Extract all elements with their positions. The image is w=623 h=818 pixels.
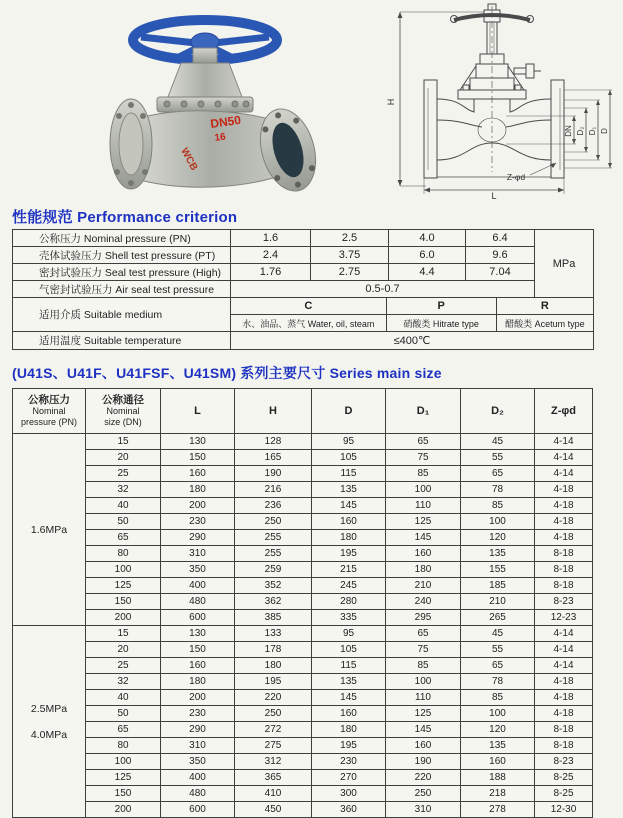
- size-cell: 135: [461, 738, 535, 754]
- size-table-row: [13, 626, 593, 642]
- size-cell: 190: [235, 466, 312, 482]
- size-cell: 4-18: [535, 514, 593, 530]
- valve-technical-drawing: [370, 2, 620, 198]
- value-cell: 9.6: [466, 247, 535, 264]
- size-cell: 8-23: [535, 594, 593, 610]
- size-cell: 600: [161, 802, 235, 818]
- size-cell: 278: [461, 802, 535, 818]
- size-cell: 290: [161, 722, 235, 738]
- size-cell: 32: [86, 674, 161, 690]
- size-cell: 80: [86, 546, 161, 562]
- size-cell: 180: [161, 674, 235, 690]
- size-cell: 185: [461, 578, 535, 594]
- dim-label-l: L: [491, 191, 497, 200]
- mainsize-section-title: (U41S、U41F、U41FSF、U41SM) 系列主要尺寸 Series main size: [12, 365, 442, 381]
- value-cell: 1.76: [231, 264, 311, 281]
- size-cell: 100: [386, 674, 461, 690]
- size-cell: 8-18: [535, 578, 593, 594]
- size-cell: 352: [235, 578, 312, 594]
- value-cell: 4.4: [389, 264, 466, 281]
- size-cell: 385: [235, 610, 312, 626]
- size-cell: 4-18: [535, 482, 593, 498]
- size-cell: 85: [461, 690, 535, 706]
- images-row: [0, 0, 623, 200]
- size-cell: 216: [235, 482, 312, 498]
- size-column-header: D₁: [386, 389, 461, 434]
- medium-desc-c: 水、油品、蒸气 Water, oil, steam: [231, 315, 387, 332]
- value-cell: 3.75: [311, 247, 389, 264]
- size-cell: 128: [235, 434, 312, 450]
- value-cell: 1.6: [231, 230, 311, 247]
- size-cell: 160: [386, 546, 461, 562]
- value-cell: 6.0: [389, 247, 466, 264]
- valve-photo-graphic: [95, 4, 325, 196]
- dim-label-d2: D₂: [576, 126, 585, 136]
- size-cell: 55: [461, 642, 535, 658]
- size-cell: 200: [161, 690, 235, 706]
- size-cell: 125: [86, 578, 161, 594]
- size-cell: 100: [461, 706, 535, 722]
- size-cell: 125: [386, 514, 461, 530]
- size-cell: 259: [235, 562, 312, 578]
- size-table-row: [13, 738, 593, 754]
- size-cell: 250: [235, 514, 312, 530]
- size-cell: 160: [461, 754, 535, 770]
- size-table-row: [13, 578, 593, 594]
- size-cell: 480: [161, 594, 235, 610]
- value-cell: 2.75: [311, 264, 389, 281]
- size-cell: 250: [386, 786, 461, 802]
- size-cell: 180: [312, 722, 386, 738]
- size-table-row: [13, 434, 593, 450]
- size-cell: 200: [161, 498, 235, 514]
- size-cell: 40: [86, 690, 161, 706]
- size-cell: 160: [386, 738, 461, 754]
- size-cell: 145: [312, 690, 386, 706]
- size-cell: 105: [312, 450, 386, 466]
- size-table-row: [13, 530, 593, 546]
- size-cell: 8-25: [535, 786, 593, 802]
- size-cell: 218: [461, 786, 535, 802]
- size-cell: 195: [312, 738, 386, 754]
- size-cell: 245: [312, 578, 386, 594]
- size-cell: 95: [312, 626, 386, 642]
- valve-drawing-graphic: [370, 2, 620, 200]
- size-table-row: [13, 498, 593, 514]
- size-column-header: L: [161, 389, 235, 434]
- size-cell: 32: [86, 482, 161, 498]
- row-label-suitable-medium: 适用介质 Suitable medium: [13, 298, 231, 332]
- size-cell: 310: [386, 802, 461, 818]
- size-cell: 220: [386, 770, 461, 786]
- size-table-row: [13, 546, 593, 562]
- size-cell: 8-23: [535, 754, 593, 770]
- size-cell: 120: [461, 530, 535, 546]
- size-column-header: 公称通径 Nominal size (DN): [86, 389, 161, 434]
- size-cell: 75: [386, 450, 461, 466]
- size-table-row: [13, 482, 593, 498]
- size-cell: 65: [461, 658, 535, 674]
- size-cell: 255: [235, 530, 312, 546]
- size-cell: 365: [235, 770, 312, 786]
- medium-code-r: R: [497, 298, 593, 315]
- size-cell: 310: [161, 738, 235, 754]
- medium-desc-r: 醋酸类 Acetum type: [505, 319, 585, 329]
- size-cell: 230: [312, 754, 386, 770]
- photo-material-marking: WCB: [178, 146, 200, 173]
- row-label-nominal-pressure: 公称压力 Nominal pressure (PN): [13, 230, 231, 247]
- size-cell: 410: [235, 786, 312, 802]
- size-cell: 160: [312, 706, 386, 722]
- size-table-row: [13, 658, 593, 674]
- size-cell: 150: [86, 786, 161, 802]
- size-cell: 100: [86, 754, 161, 770]
- size-cell: 4-14: [535, 434, 593, 450]
- size-cell: 15: [86, 626, 161, 642]
- size-table-row: [13, 610, 593, 626]
- size-cell: 4-14: [535, 450, 593, 466]
- size-cell: 210: [386, 578, 461, 594]
- size-cell: 255: [235, 546, 312, 562]
- size-cell: 135: [312, 674, 386, 690]
- performance-section-title: 性能规范 Performance criterion: [12, 209, 238, 226]
- size-cell: 4-18: [535, 530, 593, 546]
- size-cell: 4-18: [535, 674, 593, 690]
- size-cell: 4-14: [535, 466, 593, 482]
- air-seal-value-cell: 0.5-0.7: [231, 281, 535, 298]
- size-cell: 80: [86, 738, 161, 754]
- value-cell: 6.4: [466, 230, 535, 247]
- size-cell: 115: [312, 466, 386, 482]
- medium-desc-p: 硝酸类 Hitrate type: [387, 315, 497, 332]
- photo-pn-marking: 16: [213, 131, 227, 144]
- size-cell: 85: [386, 658, 461, 674]
- size-table-row: [13, 514, 593, 530]
- size-table-row: [13, 594, 593, 610]
- row-label-seal-test: 密封试验压力 Seal test pressure (High): [13, 264, 231, 281]
- size-table-row: [13, 770, 593, 786]
- size-cell: 600: [161, 610, 235, 626]
- size-table-row: [13, 450, 593, 466]
- size-cell: 65: [386, 626, 461, 642]
- size-column-header: D₂: [461, 389, 535, 434]
- size-cell: 25: [86, 466, 161, 482]
- size-cell: 25: [86, 658, 161, 674]
- size-cell: 8-25: [535, 770, 593, 786]
- size-cell: 312: [235, 754, 312, 770]
- size-column-header: D: [312, 389, 386, 434]
- size-cell: 195: [312, 546, 386, 562]
- size-cell: 100: [386, 482, 461, 498]
- size-table-row: [13, 562, 593, 578]
- value-cell: 7.04: [466, 264, 535, 281]
- pressure-group-label: 1.6MPa: [13, 434, 86, 626]
- size-cell: 65: [461, 466, 535, 482]
- size-cell: 125: [86, 770, 161, 786]
- size-cell: 150: [86, 594, 161, 610]
- size-cell: 215: [312, 562, 386, 578]
- size-cell: 85: [461, 498, 535, 514]
- size-cell: 180: [312, 530, 386, 546]
- size-cell: 110: [386, 498, 461, 514]
- size-cell: 236: [235, 498, 312, 514]
- size-cell: 100: [86, 562, 161, 578]
- medium-code-c: C: [231, 298, 387, 315]
- size-cell: 110: [386, 690, 461, 706]
- dim-label-h: H: [386, 98, 396, 106]
- size-cell: 145: [386, 530, 461, 546]
- size-cell: 310: [161, 546, 235, 562]
- size-cell: 335: [312, 610, 386, 626]
- size-cell: 250: [235, 706, 312, 722]
- size-cell: 280: [312, 594, 386, 610]
- size-cell: 450: [235, 802, 312, 818]
- size-cell: 65: [86, 530, 161, 546]
- size-cell: 295: [386, 610, 461, 626]
- dim-label-dn: DN: [564, 125, 573, 137]
- size-cell: 300: [312, 786, 386, 802]
- size-cell: 135: [461, 546, 535, 562]
- size-cell: 190: [386, 754, 461, 770]
- size-cell: 180: [235, 658, 312, 674]
- size-cell: 78: [461, 674, 535, 690]
- size-cell: 360: [312, 802, 386, 818]
- size-cell: 230: [161, 514, 235, 530]
- size-cell: 160: [161, 466, 235, 482]
- size-cell: 4-18: [535, 690, 593, 706]
- size-cell: 290: [161, 530, 235, 546]
- size-cell: 230: [161, 706, 235, 722]
- size-cell: 160: [312, 514, 386, 530]
- size-cell: 50: [86, 706, 161, 722]
- size-cell: 165: [235, 450, 312, 466]
- size-cell: 133: [235, 626, 312, 642]
- medium-code-p: P: [387, 298, 497, 315]
- size-cell: 4-14: [535, 642, 593, 658]
- size-cell: 400: [161, 578, 235, 594]
- size-cell: 50: [86, 514, 161, 530]
- size-cell: 78: [461, 482, 535, 498]
- size-column-header: H: [235, 389, 312, 434]
- size-cell: 180: [386, 562, 461, 578]
- size-cell: 350: [161, 562, 235, 578]
- value-cell: 2.4: [231, 247, 311, 264]
- size-column-header: 公称压力 Nominal pressure (PN): [13, 389, 86, 434]
- size-cell: 145: [312, 498, 386, 514]
- size-cell: 15: [86, 434, 161, 450]
- size-cell: 12-23: [535, 610, 593, 626]
- size-cell: 45: [461, 434, 535, 450]
- valve-photo: [95, 4, 325, 196]
- dim-label-d: D: [600, 128, 609, 134]
- size-cell: 8-18: [535, 546, 593, 562]
- size-cell: 155: [461, 562, 535, 578]
- size-cell: 135: [312, 482, 386, 498]
- row-label-shell-test: 壳体试验压力 Shell test pressure (PT): [13, 247, 231, 264]
- value-cell: 2.5: [311, 230, 389, 247]
- size-cell: 275: [235, 738, 312, 754]
- size-cell: 75: [386, 642, 461, 658]
- size-cell: 85: [386, 466, 461, 482]
- size-cell: 4-14: [535, 658, 593, 674]
- size-cell: 200: [86, 802, 161, 818]
- size-table-row: [13, 642, 593, 658]
- size-cell: 4-18: [535, 498, 593, 514]
- unit-cell: MPa: [535, 230, 593, 298]
- size-cell: 130: [161, 434, 235, 450]
- size-cell: 45: [461, 626, 535, 642]
- size-column-header: Z-φd: [535, 389, 593, 434]
- size-cell: 220: [235, 690, 312, 706]
- size-cell: 20: [86, 450, 161, 466]
- size-table-row: [13, 786, 593, 802]
- size-cell: 40: [86, 498, 161, 514]
- row-label-suitable-temperature: 适用温度 Suitable temperature: [13, 332, 231, 349]
- size-cell: 150: [161, 450, 235, 466]
- size-cell: 95: [312, 434, 386, 450]
- size-cell: 270: [312, 770, 386, 786]
- size-cell: 265: [461, 610, 535, 626]
- performance-table: [12, 229, 594, 350]
- size-cell: 180: [161, 482, 235, 498]
- size-cell: 100: [461, 514, 535, 530]
- size-table-row: [13, 674, 593, 690]
- temperature-value-cell: ≤400℃: [393, 335, 431, 347]
- photo-dn-marking: DN50: [209, 112, 242, 131]
- size-cell: 210: [461, 594, 535, 610]
- size-cell: 145: [386, 722, 461, 738]
- size-cell: 65: [86, 722, 161, 738]
- size-cell: 240: [386, 594, 461, 610]
- mainsize-table: [12, 388, 593, 818]
- pressure-group-label: 2.5MPa 4.0MPa: [13, 626, 86, 818]
- size-cell: 20: [86, 642, 161, 658]
- size-table-row: [13, 706, 593, 722]
- size-table-row: [13, 802, 593, 818]
- size-cell: 8-18: [535, 722, 593, 738]
- size-cell: 55: [461, 450, 535, 466]
- size-cell: 200: [86, 610, 161, 626]
- size-table-row: [13, 690, 593, 706]
- size-cell: 8-18: [535, 562, 593, 578]
- size-cell: 4-14: [535, 626, 593, 642]
- size-header-row: [13, 389, 593, 434]
- size-cell: 350: [161, 754, 235, 770]
- dim-label-z-phi-d: Z-φd: [506, 172, 526, 182]
- size-cell: 160: [161, 658, 235, 674]
- size-cell: 150: [161, 642, 235, 658]
- size-cell: 195: [235, 674, 312, 690]
- size-cell: 480: [161, 786, 235, 802]
- row-label-air-seal-test: 气密封试验压力 Air seal test pressure: [13, 281, 231, 298]
- size-cell: 188: [461, 770, 535, 786]
- size-cell: 130: [161, 626, 235, 642]
- size-cell: 125: [386, 706, 461, 722]
- dim-label-d1: D₁: [588, 126, 597, 136]
- size-cell: 12-30: [535, 802, 593, 818]
- size-cell: 400: [161, 770, 235, 786]
- size-cell: 120: [461, 722, 535, 738]
- size-cell: 8-18: [535, 738, 593, 754]
- size-cell: 4-18: [535, 706, 593, 722]
- size-table-row: [13, 466, 593, 482]
- size-table-row: [13, 754, 593, 770]
- value-cell: 4.0: [389, 230, 466, 247]
- size-cell: 362: [235, 594, 312, 610]
- size-table-row: [13, 722, 593, 738]
- size-cell: 178: [235, 642, 312, 658]
- medium-matrix: [231, 298, 593, 332]
- size-cell: 115: [312, 658, 386, 674]
- size-cell: 65: [386, 434, 461, 450]
- size-cell: 105: [312, 642, 386, 658]
- size-cell: 272: [235, 722, 312, 738]
